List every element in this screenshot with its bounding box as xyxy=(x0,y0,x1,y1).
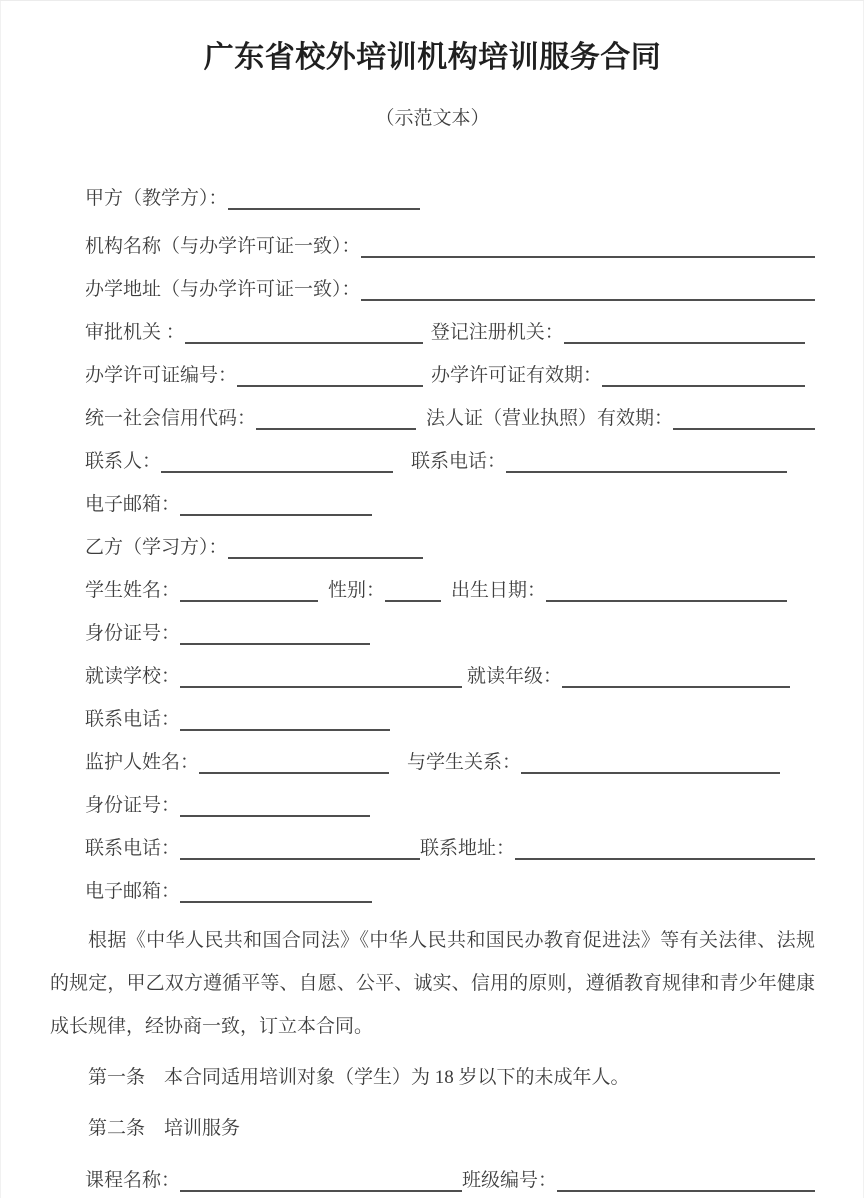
paragraph: 第二条 培训服务 xyxy=(88,1118,241,1139)
field-label: 办学许可证有效期： xyxy=(431,365,603,386)
form-row xyxy=(50,266,815,309)
blank-underline xyxy=(180,643,370,645)
field-label: 联系电话： xyxy=(85,709,181,730)
blank-underline xyxy=(562,686,790,688)
paragraph: 根据《中华人民共和国合同法》《中华人民共和国民办教育促进法》等有关法律、法规的规定，甲乙双方遵循平等、自愿、公平、诚实、信用的原则，遵循教育规律和青少年健康成长规律，经协商一致，订立本合同。 xyxy=(50,930,815,1037)
form-row xyxy=(50,825,815,868)
field-label: 办学地址（与办学许可证一致）： xyxy=(85,279,361,300)
form-row xyxy=(50,653,815,696)
field-label: 电子邮箱： xyxy=(85,494,181,515)
form-row xyxy=(50,1150,815,1198)
blank-underline xyxy=(228,557,423,559)
blank-underline xyxy=(180,1190,462,1192)
blank-underline xyxy=(180,729,390,731)
field-label: 课程名称： xyxy=(85,1170,181,1191)
field-label: 身份证号： xyxy=(85,623,181,644)
blank-underline xyxy=(185,342,423,344)
field-label: 法人证（营业执照）有效期： xyxy=(426,408,674,429)
field-label: 学生姓名： xyxy=(85,580,181,601)
blank-underline xyxy=(361,299,815,301)
field-label: 联系地址： xyxy=(420,838,516,859)
blank-underline xyxy=(180,600,318,602)
field-label: 性别： xyxy=(328,580,386,601)
blank-underline xyxy=(256,428,416,430)
form-row xyxy=(50,610,815,653)
blank-underline xyxy=(228,208,420,210)
form-row xyxy=(50,395,815,438)
field-label: 身份证号： xyxy=(85,795,181,816)
form-row xyxy=(50,218,815,266)
field-label: 乙方（学习方）： xyxy=(85,537,228,558)
blank-underline xyxy=(180,514,372,516)
field-label: 与学生关系： xyxy=(407,752,522,773)
field-label: 联系人： xyxy=(85,451,162,472)
blank-underline xyxy=(564,342,805,344)
field-label: 甲方（教学方）： xyxy=(85,188,228,209)
form-row xyxy=(50,567,815,610)
field-label: 机构名称（与办学许可证一致）： xyxy=(85,236,361,257)
contract-body xyxy=(50,170,815,1198)
form-row xyxy=(50,868,815,911)
blank-underline xyxy=(546,600,787,602)
blank-underline xyxy=(557,1190,815,1192)
blank-underline xyxy=(180,686,462,688)
document-subtitle: （示范文本） xyxy=(375,108,490,129)
field-label: 联系电话： xyxy=(411,451,507,472)
blank-underline xyxy=(180,858,420,860)
field-label: 就读年级： xyxy=(467,666,563,687)
blank-underline xyxy=(237,385,423,387)
blank-underline xyxy=(180,815,370,817)
field-label: 就读学校： xyxy=(85,666,181,687)
blank-underline xyxy=(180,901,372,903)
form-row xyxy=(50,481,815,524)
blank-underline xyxy=(199,772,389,774)
form-row xyxy=(50,352,815,395)
blank-underline xyxy=(521,772,780,774)
form-row xyxy=(50,696,815,739)
field-label: 联系电话： xyxy=(85,838,181,859)
field-label: 办学许可证编号： xyxy=(85,365,238,386)
blank-underline xyxy=(602,385,805,387)
blank-underline xyxy=(361,256,815,258)
field-label: 审批机关 ： xyxy=(85,322,185,343)
field-label: 出生日期： xyxy=(451,580,547,601)
paragraph: 第一条 本合同适用培训对象（学生）为 18 岁以下的未成年人。 xyxy=(88,1067,630,1088)
field-label: 登记注册机关： xyxy=(430,322,564,343)
field-label: 统一社会信用代码： xyxy=(85,408,257,429)
blank-underline xyxy=(673,428,815,430)
field-label: 班级编号： xyxy=(462,1170,558,1191)
form-row xyxy=(50,524,815,567)
form-row xyxy=(50,739,815,782)
blank-underline xyxy=(385,600,441,602)
blank-underline xyxy=(161,471,393,473)
document-title: 广东省校外培训机构培训服务合同 xyxy=(203,41,662,74)
form-row xyxy=(50,782,815,825)
blank-underline xyxy=(515,858,815,860)
form-row xyxy=(50,170,815,218)
field-label: 电子邮箱： xyxy=(85,881,181,902)
blank-underline xyxy=(506,471,787,473)
form-row xyxy=(50,438,815,481)
form-row xyxy=(50,309,815,352)
field-label: 监护人姓名： xyxy=(85,752,200,773)
